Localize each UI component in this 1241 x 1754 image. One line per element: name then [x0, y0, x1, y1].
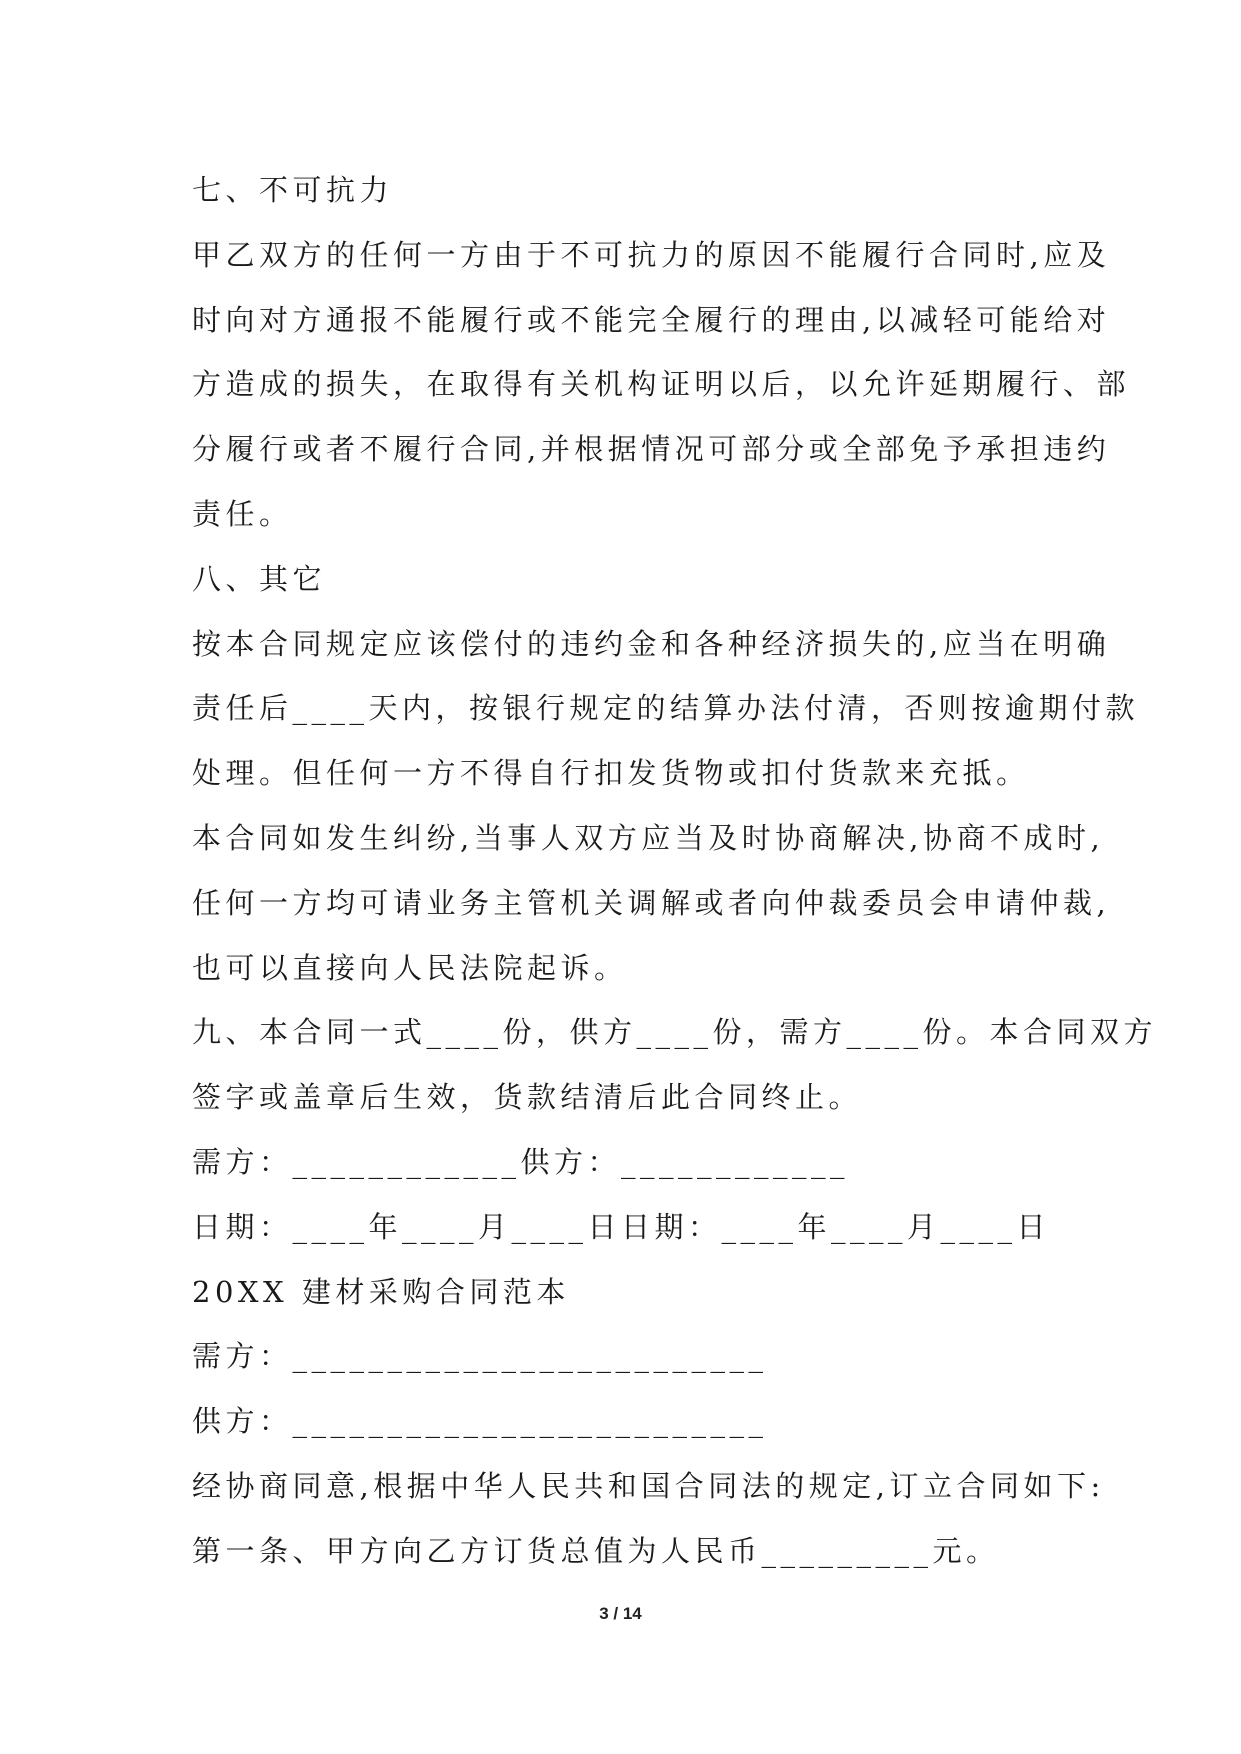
paragraph-line: 任何一方均可请业务主管机关调解或者向仲裁委员会申请仲裁, — [192, 885, 1111, 920]
section-heading-other: 八、其它 — [192, 561, 327, 596]
paragraph-line: 九、本合同一式____份，供方____份，需方____份。本合同双方 — [192, 1015, 1158, 1050]
date-line: 日期：____年____月____日日期：____年____月____日 — [192, 1209, 1051, 1244]
paragraph-line: 处理。但任何一方不得自行扣发货物或扣付货款来充抵。 — [192, 756, 1030, 791]
buyer-line: 需方：_________________________ — [192, 1339, 768, 1374]
paragraph-line: 方造成的损失，在取得有关机构证明以后，以允许延期履行、部 — [192, 367, 1131, 402]
paragraph-line: 分履行或者不履行合同,并根据情况可部分或全部免予承担违约 — [192, 432, 1111, 467]
paragraph-line: 甲乙双方的任何一方由于不可抗力的原因不能履行合同时,应及 — [192, 237, 1111, 272]
paragraph-line: 第一条、甲方向乙方订货总值为人民币_________元。 — [192, 1533, 1000, 1568]
section-heading-force-majeure: 七、不可抗力 — [192, 173, 394, 207]
document-body — [192, 158, 1158, 1584]
paragraph-line: 也可以直接向人民法院起诉。 — [192, 950, 628, 985]
supplier-line: 供方：_________________________ — [192, 1404, 768, 1439]
page-number: 3 / 14 — [599, 1604, 642, 1623]
paragraph-line: 本合同如发生纠纷,当事人双方应当及时协商解决,协商不成时, — [192, 820, 1105, 855]
paragraph-line: 责任后____天内，按银行规定的结算办法付清，否则按逾期付款 — [192, 691, 1140, 726]
paragraph-line: 签字或盖章后生效，货款结清后此合同终止。 — [192, 1080, 863, 1115]
paragraph-line: 责任。 — [192, 496, 293, 531]
paragraph-line: 按本合同规定应该偿付的违约金和各种经济损失的,应当在明确 — [192, 626, 1111, 661]
signature-line: 需方：____________供方：____________ — [192, 1144, 850, 1179]
paragraph-line: 时向对方通报不能履行或不能完全履行的理由,以减轻可能给对 — [192, 302, 1111, 337]
document-title: 20XX 建材采购合同范本 — [192, 1274, 570, 1309]
paragraph-line: 经协商同意,根据中华人民共和国合同法的规定,订立合同如下: — [192, 1468, 1105, 1503]
